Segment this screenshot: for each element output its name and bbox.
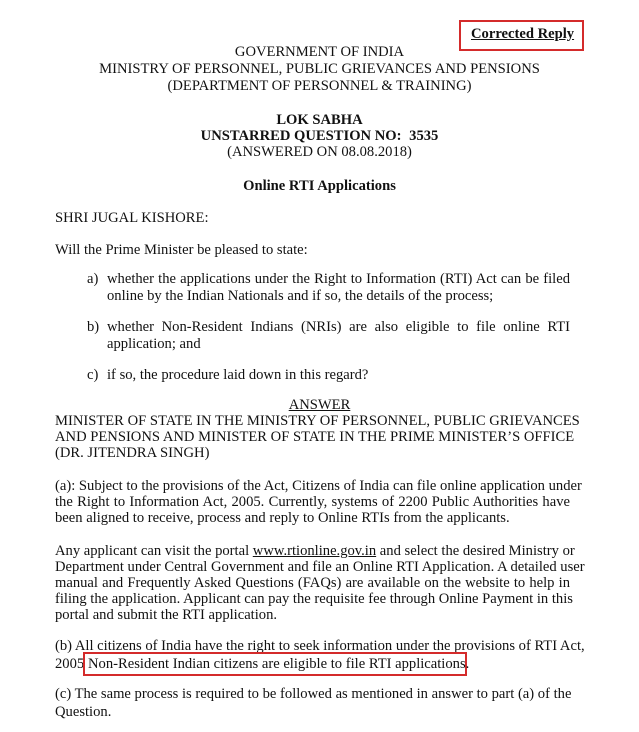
portal-line-3: manual and Frequently Asked Questions (FAQs) are available on the website to help in (55, 575, 570, 591)
question-number-value: 3535 (409, 128, 439, 144)
portal-link[interactable]: www.rtionline.gov.in (252, 543, 377, 559)
part-c-line-1: if so, the procedure laid down in this regard? (107, 367, 369, 383)
part-b-line-2: application; and (107, 336, 201, 352)
header-department: (DEPARTMENT OF PERSONNEL & TRAINING) (167, 78, 472, 94)
header-ministry: MINISTRY OF PERSONNEL, PUBLIC GRIEVANCES AND PENSIONS (99, 61, 540, 77)
para-a-line-3: been aligned to receive, process and reply to Online RTIs from the applicants. (55, 510, 510, 526)
portal-line-1 (55, 543, 575, 560)
part-a-line-1: whether the applications under the Right to Information (RTI) Act can be filed (107, 271, 570, 287)
part-a-line-2: online by the Indian Nationals and if so, the details of the process; (107, 288, 494, 304)
para-a-line-2: the Right to Information Act, 2005. Currently, systems of 2200 Public Authorities have (55, 494, 570, 510)
question-subject: Online RTI Applications (243, 178, 396, 194)
answered-date: (ANSWERED ON 08.08.2018) (227, 144, 412, 160)
part-a-label: a) (87, 271, 99, 287)
answer-heading: ANSWER (288, 397, 351, 413)
member-name: SHRI JUGAL KISHORE: (55, 210, 209, 226)
para-c-line-2: Question. (55, 704, 112, 720)
header-government: GOVERNMENT OF INDIA (234, 44, 405, 60)
corrected-reply-stamp: Corrected Reply (471, 26, 575, 42)
question-number (0, 128, 639, 145)
para-c-line-1: (c) The same process is required to be followed as mentioned in answer to part (a) of the (55, 686, 572, 702)
question-intro: Will the Prime Minister be pleased to state: (55, 242, 308, 258)
portal-prefix: Any applicant can visit the portal (55, 543, 250, 559)
para-b-line-1: (b) All citizens of India have the right to seek information under the provisions of RTI Act, (55, 638, 585, 654)
minister-line-2: AND PENSIONS AND MINISTER OF STATE IN THE PRIME MINISTER’S OFFICE (55, 429, 575, 445)
para-b-line-2-prefix: 2005 (55, 656, 85, 672)
portal-line-2: Department under Central Government and file an Online RTI Application. A detailed user (55, 559, 585, 575)
portal-suffix: and select the desired Ministry or (379, 543, 575, 559)
question-number-label: UNSTARRED QUESTION NO: (200, 128, 402, 144)
highlight-nri-eligible: Non-Resident Indian citizens are eligible to file RTI applications. (88, 656, 470, 672)
minister-line-3: (DR. JITENDRA SINGH) (55, 445, 210, 461)
portal-line-4: filing the application. Applicant can pay the requisite fee through Online Payment in this (55, 591, 573, 607)
minister-line-1: MINISTER OF STATE IN THE MINISTRY OF PERSONNEL, PUBLIC GRIEVANCES (55, 413, 580, 429)
part-c-label: c) (87, 367, 99, 383)
part-b-line-1: whether Non-Resident Indians (NRIs) are also eligible to file online RTI (107, 319, 570, 335)
part-b-label: b) (87, 319, 100, 335)
para-a-line-1: (a): Subject to the provisions of the Act, Citizens of India can file online application under (55, 478, 582, 494)
portal-line-5: portal and submit the RTI application. (55, 607, 278, 623)
house-title: LOK SABHA (276, 112, 363, 128)
